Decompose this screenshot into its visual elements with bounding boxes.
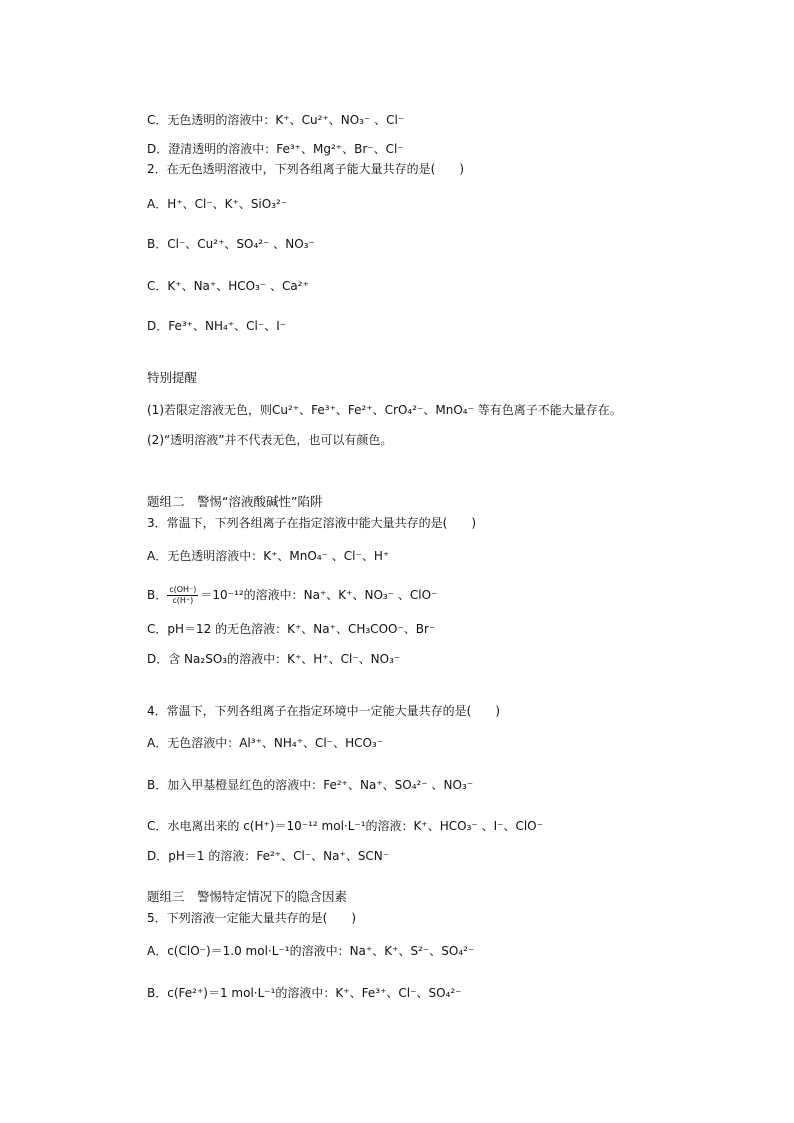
q4-option-d: D．pH＝1 的溶液：Fe²⁺、Cl⁻、Na⁺、SCN⁻ [147,849,390,863]
question-4: 4．常温下，下列各组离子在指定环境中一定能大量共存的是( ) [147,704,501,718]
tip-2: (2)“透明溶液”并不代表无色，也可以有颜色。 [147,433,393,447]
q3-option-d: D．含 Na₂SO₃的溶液中：K⁺、H⁺、Cl⁻、NO₃⁻ [147,652,401,666]
question-2: 2．在无色透明溶液中，下列各组离子能大量共存的是( ) [147,162,465,176]
tip-title: 特别提醒 [147,370,198,385]
q4-option-b: B．加入甲基橙显红色的溶液中：Fe²⁺、Na⁺、SO₄²⁻ 、NO₃⁻ [147,778,474,792]
ratio-fraction [167,585,198,606]
q2-option-c: C．K⁺、Na⁺、HCO₃⁻ 、Ca²⁺ [147,279,309,293]
q3-option-a: A．无色透明溶液中：K⁺、MnO₄⁻ 、Cl⁻、H⁺ [147,549,390,563]
group-2-heading: 题组二 警惕“溶液酸碱性”陷阱 [147,494,323,509]
q2-option-d: D．Fe³⁺、NH₄⁺、Cl⁻、I⁻ [147,319,287,333]
fraction-numerator: c(OH⁻) [169,585,197,594]
q3b-rest: ＝10⁻¹²的溶液中：Na⁺、K⁺、NO₃⁻ 、ClO⁻ [200,588,438,602]
tip-1: (1)若限定溶液无色，则Cu²⁺、Fe³⁺、Fe²⁺、CrO₄²⁻、MnO₄⁻ 等有色离子不能大量存在。 [147,403,622,417]
q3-option-c: C．pH＝12 的无色溶液：K⁺、Na⁺、CH₃COO⁻、Br⁻ [147,622,436,636]
q5-option-b: B．c(Fe²⁺)＝1 mol·L⁻¹的溶液中：K⁺、Fe³⁺、Cl⁻、SO₄²⁻ [147,986,462,1000]
q2-option-b: B．Cl⁻、Cu²⁺、SO₄²⁻ 、NO₃⁻ [147,237,315,251]
question-3: 3．常温下，下列各组离子在指定溶液中能大量共存的是( ) [147,516,477,530]
q4-option-a: A．无色溶液中：Al³⁺、NH₄⁺、Cl⁻、HCO₃⁻ [147,736,384,750]
q1-option-c: C．无色透明的溶液中：K⁺、Cu²⁺、NO₃⁻ 、Cl⁻ [147,113,405,127]
q4-option-c: C．水电离出来的 c(H⁺)＝10⁻¹² mol·L⁻¹的溶液：K⁺、HCO₃⁻ 、I⁻、ClO⁻ [147,819,543,833]
q5-option-a: A．c(ClO⁻)＝1.0 mol·L⁻¹的溶液中：Na⁺、K⁺、S²⁻、SO₄²⁻ [147,944,475,958]
question-5: 5．下列溶液一定能大量共存的是( ) [147,911,356,925]
fraction-denominator: c(H⁺) [172,596,194,605]
q2-option-a: A．H⁺、Cl⁻、K⁺、SiO₃²⁻ [147,197,288,211]
q3b-prefix: B． [147,588,168,602]
q3-option-b [147,585,437,606]
group-3-heading: 题组三 警惕特定情况下的隐含因素 [147,889,348,904]
q1-option-d: D．澄清透明的溶液中：Fe³⁺、Mg²⁺、Br⁻、Cl⁻ [147,142,404,156]
